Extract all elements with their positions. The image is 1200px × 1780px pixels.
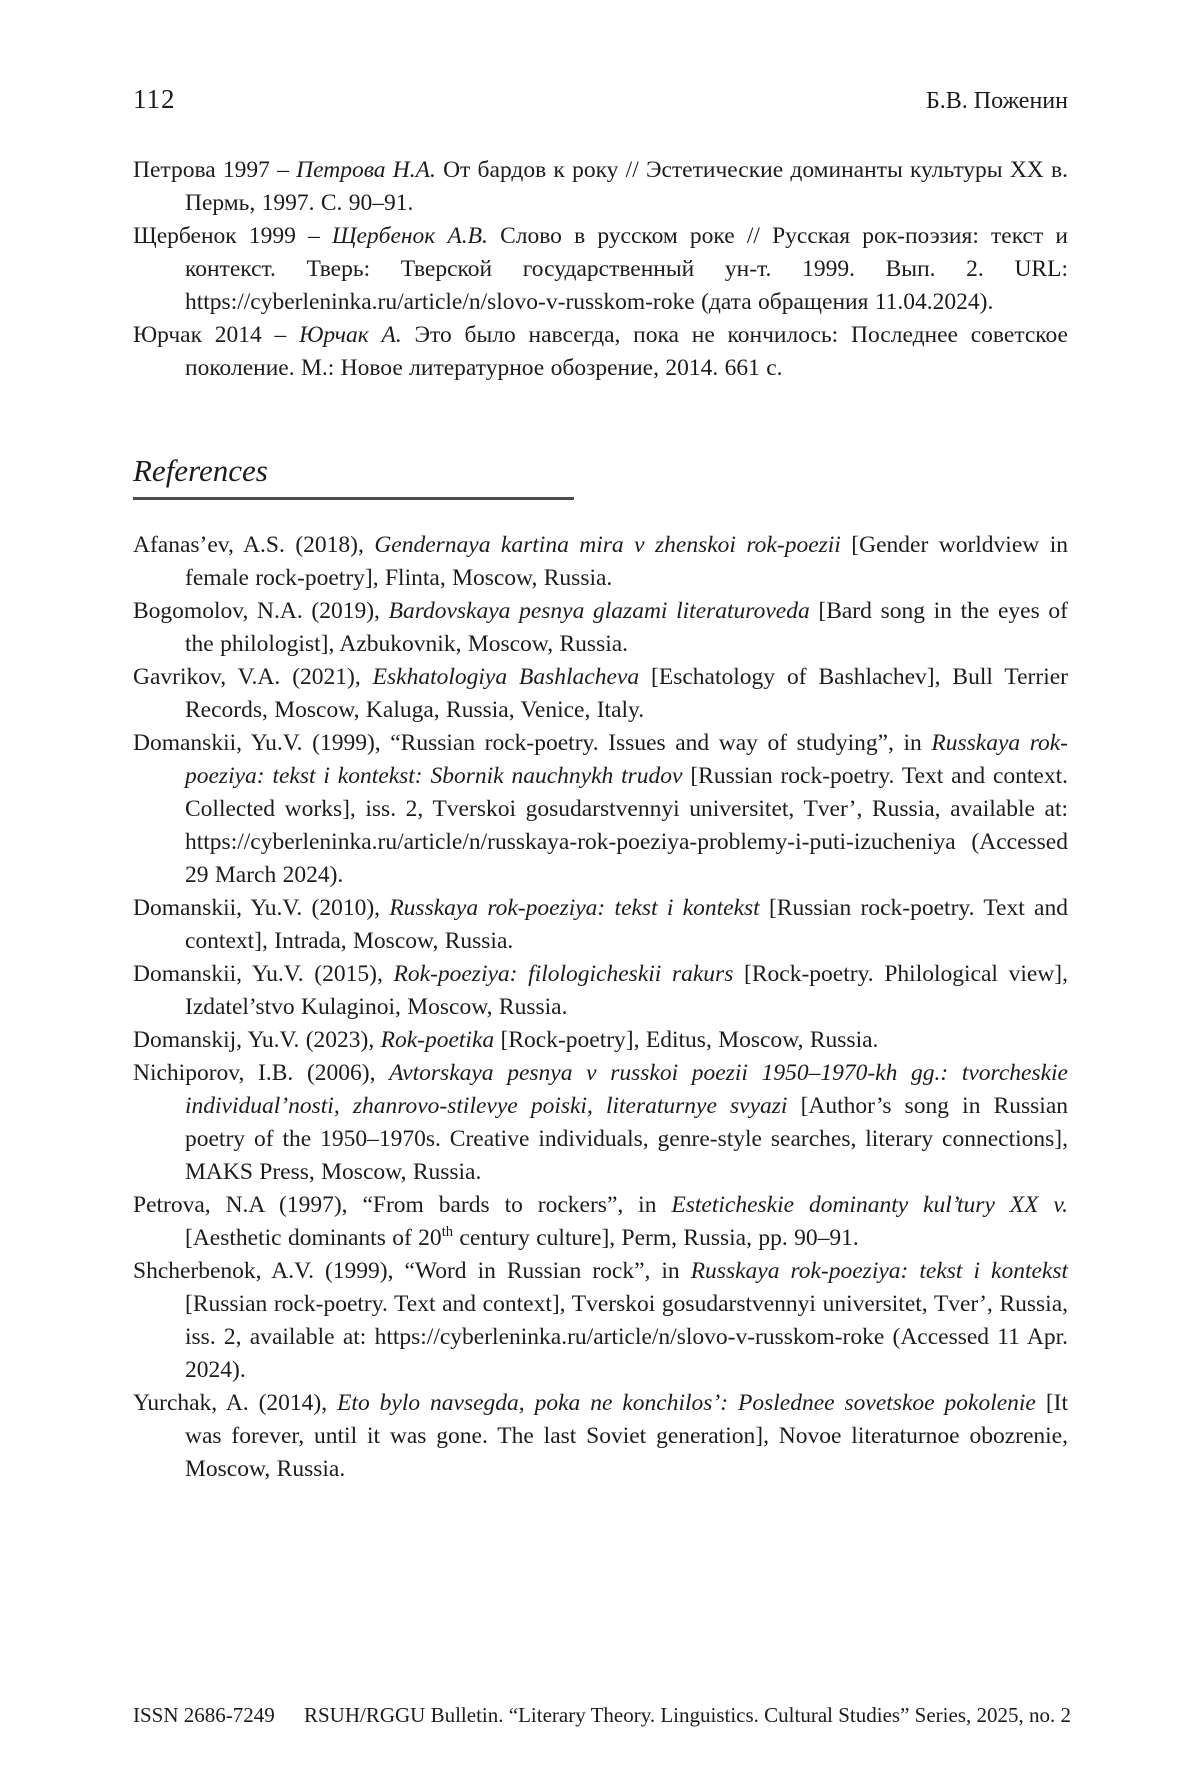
russian-references-list (133, 154, 1068, 385)
reference-text-segment: Russkaya rok-poeziya: tekst i kontekst (690, 1258, 1069, 1284)
reference-text-segment: Shcherbenok, A.V. (1999), “Word in Russian rock”, in (133, 1258, 691, 1284)
reference-text-segment: Юрчак 2014 – (133, 322, 300, 348)
references-heading-rule (133, 497, 574, 500)
reference-text-segment: Petrova, N.A (1997), “From bards to rockers”, in (133, 1192, 672, 1218)
reference-text-segment: Слово в русском роке // Русская рок-поэзия: текст и контекст. Тверь: Тверской государственный ун-т. 1999. Вып. 2. URL: https://cyberleninka.ru/article/n/slovo-v-russkom-roke (дата обращения 11.04.2024). (185, 223, 1068, 315)
reference-text-segment: [Bard song in the eyes of the philologist], Azbukovnik, Moscow, Russia. (185, 598, 1068, 657)
reference-text-segment: Yurchak, A. (2014), (133, 1390, 338, 1416)
reference-entry (133, 892, 1068, 958)
reference-text-segment: Domanskii, Yu.V. (2010), (133, 895, 390, 921)
reference-text-segment: [Russian rock-poetry. Text and context], Tverskoi gosudarstvennyi universitet, Tver’, Russia, iss. 2, available at: https://cyberleninka.ru/article/n/slovo-v-russkom-roke (Accessed 11 Apr. 2024). (185, 1291, 1068, 1383)
reference-text-segment: [Gender worldview in female rock-poetry], Flinta, Moscow, Russia. (185, 532, 1068, 591)
reference-text-segment: Afanas’ev, A.S. (2018), (133, 532, 375, 558)
reference-entry (133, 661, 1068, 727)
reference-entry (133, 958, 1068, 1024)
reference-text-segment: Eskhatologiya Bashlacheva (372, 664, 640, 690)
reference-entry (133, 1387, 1068, 1486)
reference-entry (133, 727, 1068, 892)
reference-entry (133, 154, 1068, 220)
reference-entry (133, 220, 1068, 319)
reference-text-segment: Щербенок А.В. (331, 223, 488, 249)
reference-entry (133, 319, 1068, 385)
reference-entry (133, 595, 1068, 661)
reference-text-segment: [Russian rock-poetry. Text and context], Intrada, Moscow, Russia. (185, 895, 1068, 954)
reference-text-segment: От бардов к року // Эстетические доминанты культуры XX в. Пермь, 1997. С. 90–91. (185, 157, 1068, 216)
reference-text-segment: Russkaya rok-poeziya: tekst i kontekst (389, 895, 760, 921)
reference-text-segment: Russkaya rok-poeziya: tekst i kontekst: Sbornik nauchnykh trudov (185, 730, 1068, 789)
reference-entry (133, 1024, 1068, 1057)
reference-text-segment: Юрчак А. (299, 322, 402, 348)
reference-text-segment: century culture], Perm, Russia, pp. 90–91. (453, 1225, 859, 1251)
reference-text-segment: Gavrikov, V.A. (2021), (133, 664, 373, 690)
page-number: 112 (133, 84, 176, 114)
reference-text-segment: Щербенок 1999 – (133, 223, 332, 249)
reference-text-segment: Bardovskaya pesnya glazami literaturoveda (388, 598, 810, 624)
reference-text-segment: Rok-poetika (380, 1027, 495, 1053)
footer-issn: ISSN 2686-7249 (133, 1703, 275, 1727)
english-references-list (133, 529, 1068, 1486)
reference-text-segment: Rok-poeziya: filologicheskii rakurs (393, 961, 734, 987)
reference-text-segment: Это было навсегда, пока не кончилось: Последнее советское поколение. М.: Новое литературное обозрение, 2014. 661 с. (185, 322, 1068, 381)
reference-text-segment: [It was forever, until it was gone. The last Soviet generation], Novoe literaturnoe obozrenie, Moscow, Russia. (185, 1390, 1068, 1482)
references-heading: References (133, 453, 268, 488)
reference-text-segment: Петрова 1997 – (133, 157, 297, 183)
reference-text-segment: [Rock-poetry. Philological view], Izdatel’stvo Kulaginoi, Moscow, Russia. (185, 961, 1068, 1020)
reference-text-segment: Domanskii, Yu.V. (1999), “Russian rock-poetry. Issues and way of studying”, in (133, 730, 932, 756)
footer-journal-line: RSUH/RGGU Bulletin. “Literary Theory. Linguistics. Cultural Studies” Series, 2025, no. 2 (303, 1703, 1071, 1727)
reference-entry (133, 1057, 1068, 1189)
reference-entry (133, 529, 1068, 595)
reference-text-segment: [Eschatology of Bashlachev], Bull Terrier Records, Moscow, Kaluga, Russia, Venice, Italy. (185, 664, 1068, 723)
page-footer (133, 1702, 1071, 1728)
reference-text-segment: Nichiporov, I.B. (2006), (133, 1060, 390, 1086)
reference-entry (133, 1189, 1068, 1255)
reference-text-segment: Bogomolov, N.A. (2019), (133, 598, 389, 624)
reference-entry (133, 1255, 1068, 1387)
reference-text-segment: Avtorskaya pesnya v russkoi poezii 1950–1970-kh gg.: tvorcheskie individual’nosti, zhanrovo-stilevye poiski, literaturnye svyazi (185, 1060, 1068, 1119)
reference-text-segment: [Author’s song in Russian poetry of the 1950–1970s. Creative individuals, genre-style searches, literary connections], MAKS Press, Moscow, Russia. (185, 1093, 1069, 1185)
reference-text-segment: Eto bylo navsegda, poka ne konchilos’: Poslednee sovetskoe pokolenie (337, 1390, 1036, 1416)
reference-text-segment: [Rock-poetry], Editus, Moscow, Russia. (494, 1027, 879, 1053)
reference-text-segment: Domanskij, Yu.V. (2023), (133, 1027, 381, 1053)
reference-text-segment: Gendernaya kartina mira v zhenskoi rok-poezii (374, 532, 841, 558)
reference-text-segment: Петрова Н.А. (296, 157, 436, 183)
reference-text-segment: Domanskii, Yu.V. (2015), (133, 961, 394, 987)
reference-text-segment: [Russian rock-poetry. Text and context. Collected works], iss. 2, Tverskoi gosudarstvennyi universitet, Tver’, Russia, available at: https://cyberleninka.ru/article/n/russkaya-rok-poeziya-problemy-i-puti-izucheniya (Accessed 29 March 2024). (185, 763, 1068, 888)
reference-text-segment: [Aesthetic dominants of 20 (185, 1225, 442, 1251)
running-head-author: Б.В. Поженин (926, 88, 1068, 114)
page-header (133, 84, 1068, 118)
reference-text-segment: Esteticheskie dominanty kul’tury XX v. (671, 1192, 1068, 1218)
reference-text-segment: th (441, 1224, 454, 1241)
